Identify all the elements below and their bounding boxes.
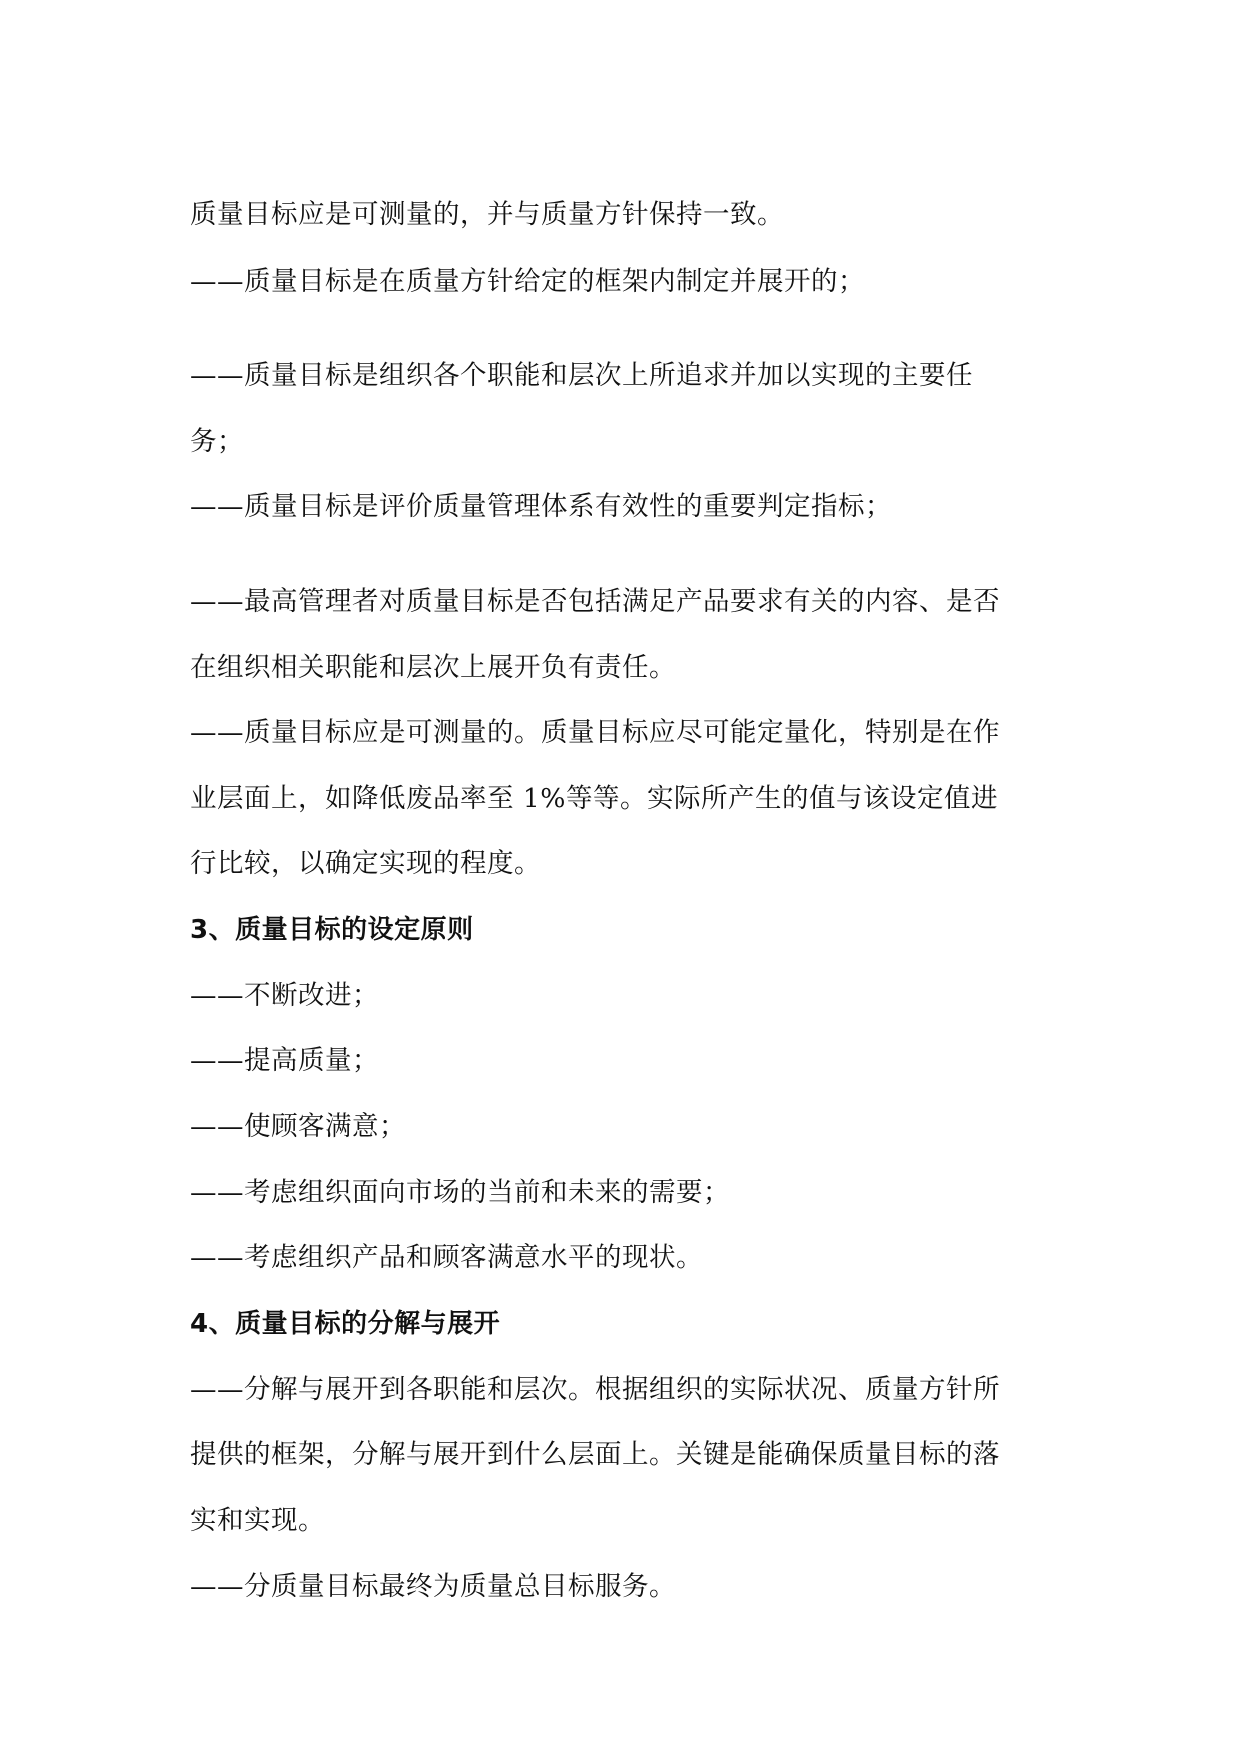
- body-text-line: ——使顾客满意；: [190, 1111, 406, 1142]
- section-heading-3: 3、质量目标的设定原则: [190, 915, 474, 945]
- body-text-line: ——考虑组织产品和顾客满意水平的现状。: [190, 1242, 703, 1273]
- section-heading-4: 4、质量目标的分解与展开: [190, 1309, 501, 1339]
- body-text-line: 实和实现。: [190, 1505, 325, 1536]
- body-text-line: 行比较，以确定实现的程度。: [190, 848, 541, 879]
- body-text-line: ——分质量目标最终为质量总目标服务。: [190, 1571, 676, 1602]
- body-text-line: 务；: [190, 426, 244, 457]
- body-text-line: 提供的框架，分解与展开到什么层面上。关键是能确保质量目标的落: [190, 1439, 1000, 1470]
- body-text-line: ——不断改进；: [190, 980, 379, 1011]
- body-text-line: ——质量目标是评价质量管理体系有效性的重要判定指标；: [190, 491, 892, 522]
- body-text-line: ——提高质量；: [190, 1045, 379, 1076]
- body-text-line: 业层面上，如降低废品率至 1%等等。实际所产生的值与该设定值进: [190, 783, 998, 814]
- body-text-line: ——质量目标应是可测量的。质量目标应尽可能定量化，特别是在作: [190, 717, 1000, 748]
- body-text-line: ——分解与展开到各职能和层次。根据组织的实际状况、质量方针所: [190, 1374, 1000, 1405]
- body-text-line: ——最高管理者对质量目标是否包括满足产品要求有关的内容、是否: [190, 586, 1000, 617]
- body-text-line: ——质量目标是组织各个职能和层次上所追求并加以实现的主要任: [190, 360, 973, 391]
- body-text-line: 在组织相关职能和层次上展开负有责任。: [190, 652, 676, 683]
- body-text-line: 质量目标应是可测量的，并与质量方针保持一致。: [190, 199, 784, 230]
- body-text-line: ——考虑组织面向市场的当前和未来的需要；: [190, 1177, 730, 1208]
- body-text-line: ——质量目标是在质量方针给定的框架内制定并展开的；: [190, 266, 865, 297]
